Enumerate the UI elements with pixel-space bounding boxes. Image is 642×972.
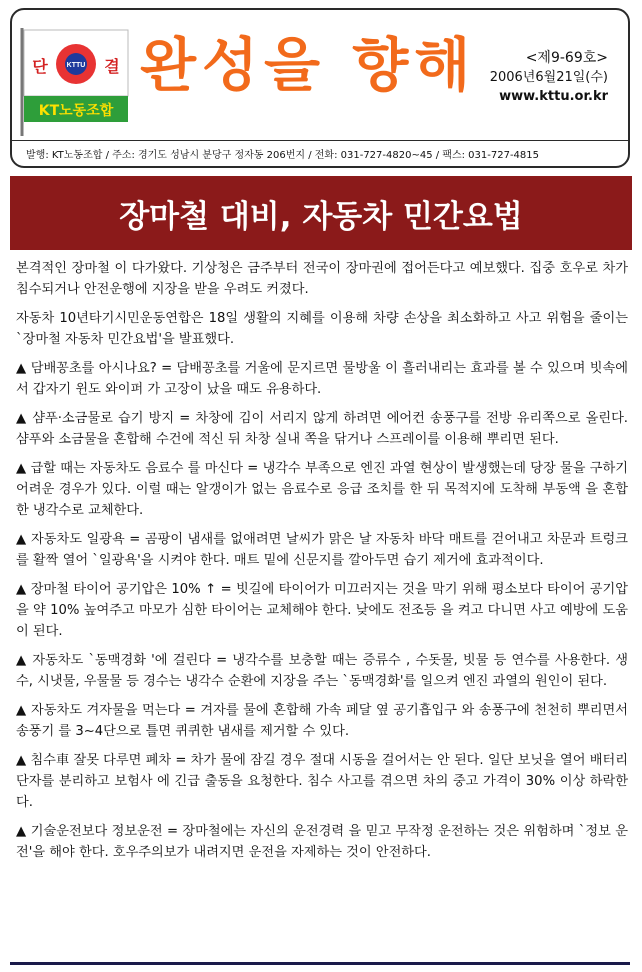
article-paragraph: ▲ 자동차도 `동맥경화 '에 걸린다 = 냉각수를 보충할 때는 증류수 , 수돗물, 빗물 등 연수를 사용한다. 생수, 시냇물, 우물물 등 경수는 냉각수 순환에 지장을 주는 `동맥경화'를 일으켜 엔진 과열의 원인이 된다. [16,653,628,689]
masthead-title: 완성을 향해 [140,31,477,99]
article-title-bar [10,176,632,250]
union-flag-logo [16,24,130,136]
article-paragraph: ▲ 장마철 타이어 공기압은 10% ↑ = 빗길에 타이어가 미끄러지는 것을 막기 위해 평소보다 타이어 공기압을 약 10% 높여주고 마모가 심한 타이어는 교체해야 한다. 낮에도 전조등 을 켜고 다니면 사고 예방에 도움이 된다. [16,582,628,639]
publisher-info: 발행: KT노동조합 / 주소: 경기도 성남시 분당구 정자동 206번지 / 전화: 031-727-4820~45 / 팩스: 031-727-4815 [26,150,540,161]
footer-rule [10,962,630,965]
article-paragraph: ▲ 담배꽁초를 아시나요? = 담배꽁초를 거울에 문지르면 물방울 이 흘러내리는 효과를 볼 수 있으며 빗속에서 갑자기 윈도 와이퍼 가 고장이 났을 때도 유용하다. [16,361,628,397]
header-divider [10,140,630,141]
issue-info [490,49,608,106]
article-paragraph: ▲ 기술운전보다 정보운전 = 장마철에는 자신의 운전경력 을 믿고 무작정 운전하는 것은 위험하며 `정보 운전'을 해야 한다. 호우주의보가 내려지면 운전을 자제하는 것이 안전하다. [16,824,628,860]
issue-date: 2006년6월21일(수) [489,70,608,85]
article-title: 장마철 대비, 자동차 민간요법 [119,198,523,235]
article-paragraph: ▲ 급할 때는 자동차도 음료수 를 마신다 = 냉각수 부족으로 엔진 과열 현상이 발생했는데 당장 물을 구하기 어려운 경우가 있다. 이럴 때는 알갱이가 없는 음료수로 응급 조치를 한 뒤 목적지에 도착해 부동액 을 혼합한 냉각수로 교체한다. [16,461,628,518]
article-paragraph: ▲ 샴푸·소금물로 습기 방지 = 차창에 김이 서리지 않게 하려면 에어컨 송풍구를 전방 유리쪽으로 올린다. 샴푸와 소금물을 혼합해 수건에 적신 뒤 차창 실내 쪽을 닦거나 스프레이를 이용해 뿌리면 된다. [16,411,628,447]
article-paragraph: ▲ 침수車 잘못 다루면 폐차 = 차가 물에 잠길 경우 절대 시동을 걸어서는 안 된다. 일단 보닛을 열어 배터리 단자를 분리하고 보험사 에 긴급 출동을 요청한다. 침수 사고를 겪으면 차의 중고 가격이 30% 이상 하락한다. [16,753,628,810]
article-paragraph: 본격적인 장마철 이 다가왔다. 기상청은 금주부터 전국이 장마권에 접어든다고 예보했다. 집중 호우로 차가 침수되거나 안전운행에 지장을 받을 우려도 커졌다. [16,261,628,297]
flag-logo-text: KTTU [66,62,86,69]
article-paragraph: ▲ 자동차도 일광욕 = 곰팡이 냄새를 없애려면 날씨가 맑은 날 자동차 바닥 매트를 걷어내고 차문과 트렁크를 활짝 열어 `일광욕'을 시켜야 한다. 매트 밑에 신문지를 깔아두면 습기 제거에 효과적이다. [16,532,628,568]
issue-number: <제9-69호> [525,50,608,66]
flag-left-text: 단 [32,57,48,76]
article-paragraph: 자동차 10년타기시민운동연합은 18일 생활의 지혜를 이용해 차량 손상을 최소화하고 사고 위험을 줄이는 `장마철 자동차 민간요법'을 발표했다. [16,311,628,347]
article-body [16,258,628,871]
article-paragraph: ▲ 자동차도 겨자물을 먹는다 = 겨자를 물에 혼합해 가속 페달 옆 공기흡입구 와 송풍구에 천천히 뿌리면서 송풍기 를 3~4단으로 틀면 퀴퀴한 냄새를 제거할 수 있다. [16,703,628,739]
flag-banner-text: KT노동조합 [38,103,114,119]
flag-right-text: 결 [104,57,120,76]
website-url[interactable]: www.kttu.or.kr [499,89,608,104]
